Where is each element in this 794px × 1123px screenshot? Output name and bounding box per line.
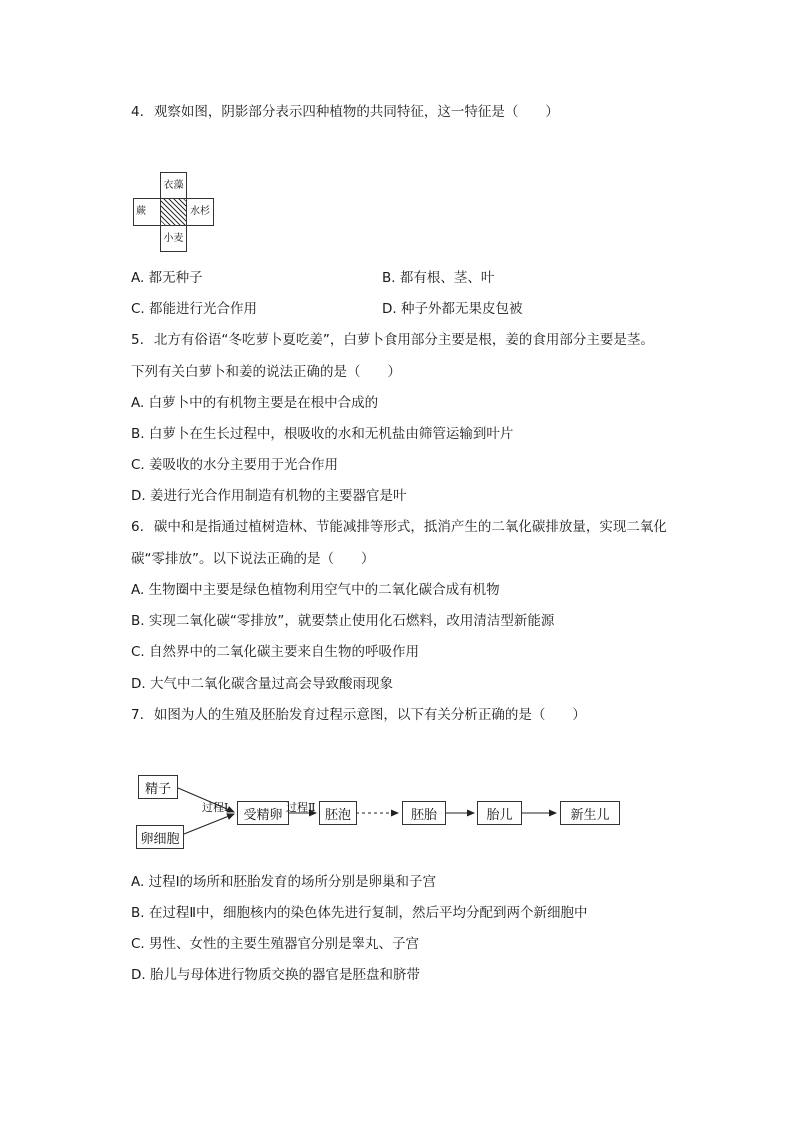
q7-option-c: C. 男性、女性的主要生殖器官分别是睾丸、子宫 <box>131 936 420 952</box>
q6-number: 6. <box>131 519 144 535</box>
q5-stem-line1 <box>131 330 654 350</box>
q7-option-d: D. 胎儿与母体进行物质交换的器官是胚盘和脐带 <box>131 967 420 983</box>
q4-stem-text: 观察如图，阴影部分表示四种植物的共同特征，这一特征是（ ） <box>153 104 559 120</box>
q7-box-embryo: 胚胎 <box>402 801 446 825</box>
q7-arrow-egg <box>184 814 234 834</box>
q4-cell-center-hatched <box>160 198 187 226</box>
q7-box-zygote: 受精卵 <box>237 801 289 825</box>
q4-cell-right: 水杉 <box>186 198 214 226</box>
q5-number: 5. <box>131 332 144 348</box>
q7-label-process1: 过程Ⅰ <box>202 801 229 814</box>
q6-stem-line1 <box>131 517 667 537</box>
q6-option-b: B. 实现二氧化碳“零排放”，就要禁止使用化石燃料，改用清洁型新能源 <box>131 613 555 629</box>
q6-option-a: A. 生物圈中主要是绿色植物利用空气中的二氧化碳合成有机物 <box>131 582 500 598</box>
q7-stem-text: 如图为人的生殖及胚胎发育过程示意图，以下有关分析正确的是（ ） <box>153 707 586 723</box>
q4-option-b: B. 都有根、茎、叶 <box>382 270 495 286</box>
q7-number: 7. <box>131 707 144 723</box>
q7-option-b: B. 在过程Ⅱ中，细胞核内的染色体先进行复制，然后平均分配到两个新细胞中 <box>131 905 588 921</box>
q4-option-a: A. 都无种子 <box>131 270 203 286</box>
q6-option-d: D. 大气中二氧化碳含量过高会导致酸雨现象 <box>131 676 393 692</box>
q6-stem-line2: 碳“零排放”。以下说法正确的是（ ） <box>131 551 375 567</box>
q7-box-newborn: 新生儿 <box>560 801 620 825</box>
q4-number: 4. <box>131 104 144 120</box>
q5-stem-line2: 下列有关白萝卜和姜的说法正确的是（ ） <box>131 364 401 380</box>
q4-option-c: C. 都能进行光合作用 <box>131 301 258 317</box>
q5-option-a: A. 白萝卜中的有机物主要是在根中合成的 <box>131 395 379 411</box>
q7-label-process2: 过程Ⅱ <box>286 801 316 814</box>
q7-stem <box>131 705 586 725</box>
q4-option-d: D. 种子外都无果皮包被 <box>382 301 523 317</box>
q5-option-c: C. 姜吸收的水分主要用于光合作用 <box>131 457 339 473</box>
q4-cell-bottom: 小麦 <box>160 225 187 252</box>
q4-figure <box>133 172 213 252</box>
q6-option-c: C. 自然界中的二氧化碳主要来自生物的呼吸作用 <box>131 644 420 660</box>
q5-stem-text1: 北方有俗语“冬吃萝卜夏吃姜”，白萝卜食用部分主要是根，姜的食用部分主要是茎。 <box>153 332 654 348</box>
q4-stem <box>131 102 559 122</box>
q5-option-b: B. 白萝卜在生长过程中，根吸收的水和无机盐由筛管运输到叶片 <box>131 426 514 442</box>
q7-box-sperm: 精子 <box>138 775 178 799</box>
q5-option-d: D. 姜进行光合作用制造有机物的主要器官是叶 <box>131 488 407 504</box>
q7-box-fetus: 胎儿 <box>477 801 522 825</box>
q7-option-a: A. 过程Ⅰ的场所和胚胎发育的场所分别是卵巢和子宫 <box>131 874 437 890</box>
q7-box-egg: 卵细胞 <box>136 825 184 849</box>
q4-cell-left: 蕨 <box>133 198 161 226</box>
q4-cell-top: 衣藻 <box>160 172 187 199</box>
q6-stem-text1: 碳中和是指通过植树造林、节能减排等形式，抵消产生的二氧化碳排放量，实现二氧化 <box>153 519 667 535</box>
q7-box-blastocyst: 胚泡 <box>319 801 357 825</box>
q7-figure <box>136 770 626 850</box>
